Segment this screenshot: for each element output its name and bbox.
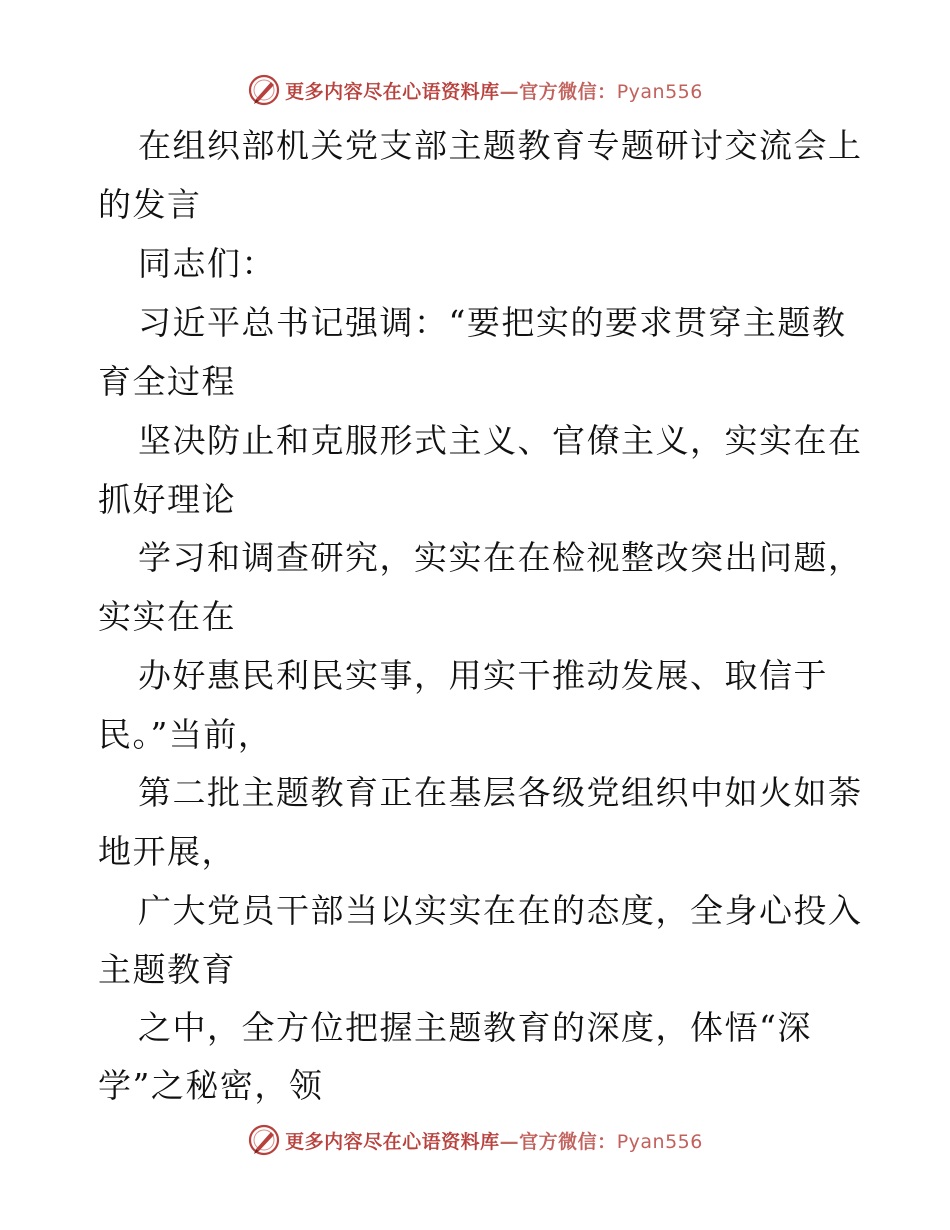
pen-logo-icon xyxy=(247,1123,281,1157)
paragraph-line: 习近平总书记强调：“要把实的要求贯穿主题教 xyxy=(138,303,847,342)
header-banner-main: 更多内容尽在心语资料库 xyxy=(285,80,500,103)
header-banner xyxy=(0,70,950,110)
document-title-line-1: 在组织部机关党支部主题教育专题研讨交流会上 xyxy=(138,126,863,165)
paragraph-line: 地开展， xyxy=(98,832,236,871)
paragraph-line: 广大党员干部当以实实在在的态度，全身心投入 xyxy=(138,891,863,930)
header-banner-dash: — xyxy=(499,80,520,103)
footer-banner-main: 更多内容尽在心语资料库 xyxy=(285,1130,500,1153)
paragraph-line: 学习和调查研究，实实在在检视整改突出问题， xyxy=(138,538,863,577)
paragraph-line: 办好惠民利民实事，用实干推动发展、取信于 xyxy=(138,656,828,695)
salutation: 同志们： xyxy=(138,244,276,283)
paragraph-line: 学”之秘密，领 xyxy=(98,1066,324,1105)
paragraph-line: 育全过程 xyxy=(98,362,236,401)
paragraph-line: 第二批主题教育正在基层各级党组织中如火如荼 xyxy=(138,773,863,812)
document-title-line-2: 的发言 xyxy=(98,185,202,224)
footer-banner-text xyxy=(285,1127,703,1154)
footer-banner-wechat-label: 官方微信： xyxy=(519,1130,617,1153)
paragraph-line: 实实在在 xyxy=(98,597,236,636)
paragraph-line: 坚决防止和克服形式主义、官僚主义，实实在在 xyxy=(138,421,863,460)
pen-logo-icon xyxy=(247,73,281,107)
paragraph-line: 民。”当前， xyxy=(98,715,273,754)
paragraph-line: 之中，全方位把握主题教育的深度，体悟“深 xyxy=(138,1008,812,1047)
footer-banner xyxy=(0,1120,950,1160)
header-banner-wechat-label: 官方微信： xyxy=(519,80,617,103)
paragraph-line: 抓好理论 xyxy=(98,480,236,519)
header-banner-wechat-id: Pyan556 xyxy=(616,80,703,103)
footer-banner-wechat-id: Pyan556 xyxy=(616,1130,703,1153)
footer-banner-dash: — xyxy=(499,1130,520,1153)
paragraph-line: 主题教育 xyxy=(98,950,236,989)
header-banner-text xyxy=(285,77,703,104)
